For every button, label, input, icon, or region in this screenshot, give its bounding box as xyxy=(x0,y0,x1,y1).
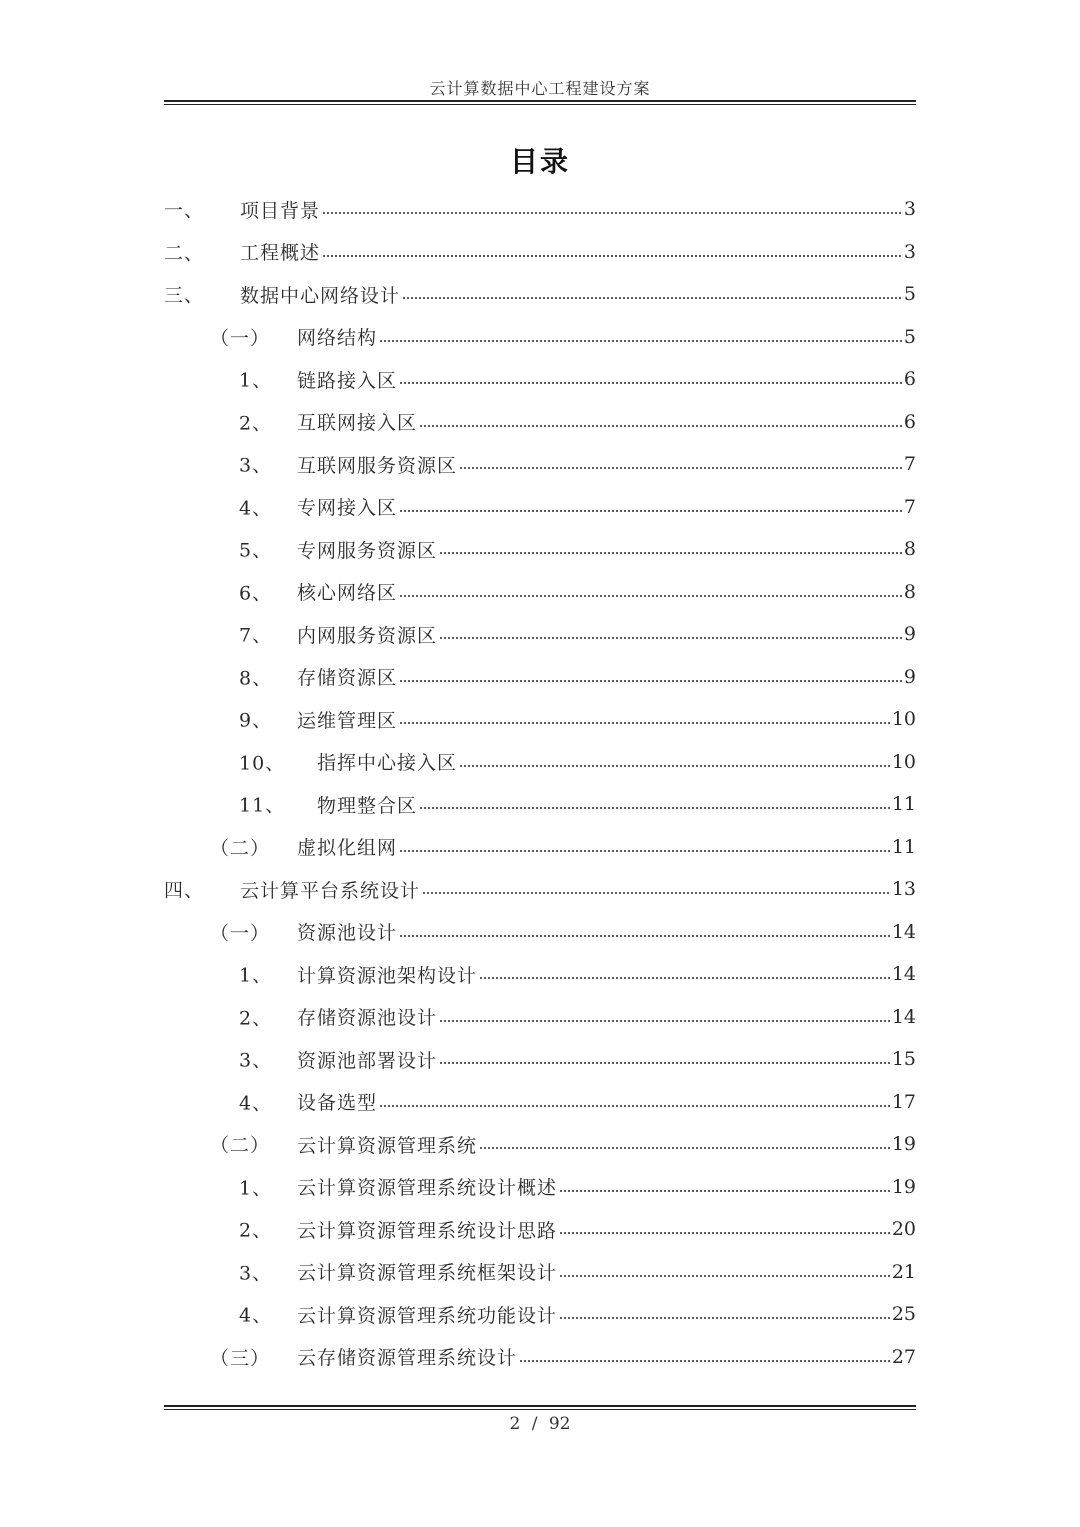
toc-entry-number: 1、 xyxy=(239,964,273,987)
toc-dot-leader xyxy=(439,552,902,554)
toc-dot-leader xyxy=(399,680,902,682)
toc-entry-title: 计算资源池架构设计 xyxy=(297,964,478,987)
toc-entry-body xyxy=(297,1337,916,1377)
toc-dot-leader xyxy=(379,1105,890,1107)
toc-dot-leader xyxy=(479,977,890,979)
toc-entry-number: 2、 xyxy=(239,412,273,434)
toc-entry-number: 一、 xyxy=(164,199,205,222)
toc-entry-number: （二） xyxy=(210,837,271,859)
toc-entry-title: 虚拟化组网 xyxy=(297,837,398,859)
toc-entry-number: 二、 xyxy=(164,242,205,264)
toc-entry-title: 云计算资源管理系统框架设计 xyxy=(297,1262,558,1284)
toc-entry-page: 6 xyxy=(903,368,916,390)
toc-entry-title: 内网服务资源区 xyxy=(297,624,438,647)
toc-dot-leader xyxy=(399,722,890,724)
toc-entry-page: 27 xyxy=(891,1345,916,1368)
toc-entry[interactable] xyxy=(164,1039,916,1079)
toc-dot-leader xyxy=(399,850,890,852)
toc-entry-number: 2、 xyxy=(239,1007,273,1029)
toc-entry-body xyxy=(297,614,916,654)
toc-dot-leader xyxy=(459,467,902,469)
toc-entry-body xyxy=(297,572,916,612)
toc-dot-leader xyxy=(419,807,890,809)
toc-entry-body xyxy=(240,274,916,314)
toc-entry-body xyxy=(297,1082,916,1122)
toc-entry-body xyxy=(297,1167,916,1207)
toc-entry-body xyxy=(297,1124,916,1164)
toc-entry-title: 数据中心网络设计 xyxy=(240,284,401,307)
toc-entry-page: 19 xyxy=(891,1175,916,1198)
toc-entry-number: 7、 xyxy=(239,624,273,647)
toc-entry-title: 物理整合区 xyxy=(317,794,418,817)
toc-entry-body xyxy=(297,1039,916,1079)
toc-entry-body xyxy=(297,699,916,739)
toc-entry-title: 互联网接入区 xyxy=(297,412,418,434)
toc-entry-title: 运维管理区 xyxy=(297,709,398,732)
toc-entry-page: 17 xyxy=(891,1090,916,1113)
toc-entry[interactable] xyxy=(164,274,916,314)
toc-entry-page: 9 xyxy=(903,623,916,645)
toc-entry[interactable] xyxy=(164,784,916,824)
toc-entry[interactable] xyxy=(164,1294,916,1334)
toc-dot-leader xyxy=(559,1232,890,1234)
toc-dot-leader xyxy=(559,1190,890,1192)
toc-entry[interactable] xyxy=(164,657,916,697)
toc-entry-page: 10 xyxy=(891,708,916,730)
toc-entry-number: 6、 xyxy=(239,582,273,604)
toc-dot-leader xyxy=(479,1147,890,1149)
toc-entry-title: 云计算资源管理系统 xyxy=(297,1134,478,1157)
toc-entry-page: 19 xyxy=(891,1133,916,1155)
toc-dot-leader xyxy=(559,1317,890,1319)
toc-entry[interactable] xyxy=(164,444,916,484)
toc-entry-page: 7 xyxy=(903,453,916,475)
toc-entry-title: 云计算资源管理系统设计思路 xyxy=(297,1219,558,1242)
toc-entry[interactable] xyxy=(164,232,916,272)
toc-entry[interactable] xyxy=(164,1082,916,1122)
toc-entry[interactable] xyxy=(164,1167,916,1207)
toc-entry-page: 14 xyxy=(891,1005,916,1028)
header-rule xyxy=(164,100,916,105)
toc-entry[interactable] xyxy=(164,317,916,357)
toc-dot-leader xyxy=(399,935,890,937)
toc-entry-page: 9 xyxy=(903,665,916,688)
toc-entry-body xyxy=(297,317,916,357)
toc-entry-title: 资源池设计 xyxy=(297,922,398,944)
toc-entry-title: 工程概述 xyxy=(240,242,321,264)
toc-entry-title: 网络结构 xyxy=(297,327,378,349)
toc-entry-page: 11 xyxy=(891,793,916,815)
toc-entry-body xyxy=(317,742,916,782)
toc-dot-leader xyxy=(399,595,902,597)
toc-entry-number: （二） xyxy=(210,1134,271,1157)
toc-dot-leader xyxy=(399,510,902,512)
toc-entry-body xyxy=(297,1252,916,1292)
toc-entry-number: 2、 xyxy=(239,1219,273,1242)
page-number: 2 / 92 xyxy=(509,1414,571,1434)
toc-dot-leader xyxy=(419,425,902,427)
toc-entry-number: 3、 xyxy=(239,454,273,477)
toc-dot-leader xyxy=(439,1020,890,1022)
toc-entry-page: 6 xyxy=(903,410,916,433)
toc-entry-body xyxy=(297,487,916,527)
toc-entry[interactable] xyxy=(164,1252,916,1292)
toc-entry-body xyxy=(297,1209,916,1249)
toc-entry[interactable] xyxy=(164,912,916,952)
toc-entry-page: 15 xyxy=(891,1048,916,1070)
toc-entry[interactable] xyxy=(164,1124,916,1164)
toc-entry-page: 25 xyxy=(891,1303,916,1325)
toc-entry-number: 8、 xyxy=(239,667,273,689)
toc-entry[interactable] xyxy=(164,699,916,739)
toc-entry[interactable] xyxy=(164,487,916,527)
toc-entry-page: 5 xyxy=(903,283,916,305)
toc-entry-page: 21 xyxy=(891,1260,916,1283)
toc-entry-body xyxy=(317,784,916,824)
toc-entry-page: 20 xyxy=(891,1218,916,1240)
toc-dot-leader xyxy=(322,212,902,214)
toc-entry-page: 3 xyxy=(903,240,916,263)
toc-entry-body xyxy=(297,912,916,952)
toc-entry-title: 专网服务资源区 xyxy=(297,539,438,562)
toc-entry-page: 7 xyxy=(903,495,916,518)
toc-entry-body xyxy=(297,954,916,994)
toc-dot-leader xyxy=(379,340,902,342)
toc-entry-title: 设备选型 xyxy=(297,1092,378,1114)
toc-entry-page: 3 xyxy=(903,198,916,220)
toc-entry-page: 5 xyxy=(903,325,916,348)
toc-entry-number: （一） xyxy=(210,922,271,944)
toc-entry-body xyxy=(297,997,916,1037)
toc-entry[interactable] xyxy=(164,997,916,1037)
toc-entry-body xyxy=(240,869,916,909)
toc-entry-number: 5、 xyxy=(239,539,273,562)
toc-entry-number: （一） xyxy=(210,327,271,349)
toc-entry-title: 存储资源池设计 xyxy=(297,1007,438,1029)
toc-entry-number: 四、 xyxy=(164,879,205,902)
toc-entry-number: 1、 xyxy=(239,369,273,392)
toc-entry-page: 8 xyxy=(903,538,916,560)
toc-entry-title: 项目背景 xyxy=(240,199,321,222)
toc-entry-number: 3、 xyxy=(239,1262,273,1284)
toc-entry-body xyxy=(240,189,916,229)
toc-entry-title: 链路接入区 xyxy=(297,369,398,392)
toc-entry-body xyxy=(297,827,916,867)
toc-entry-title: 核心网络区 xyxy=(297,582,398,604)
toc-entry[interactable] xyxy=(164,189,916,229)
footer-rule xyxy=(164,1405,916,1410)
toc-entry-number: 3、 xyxy=(239,1049,273,1072)
toc-entry-title: 资源池部署设计 xyxy=(297,1049,438,1072)
toc-entry-page: 8 xyxy=(903,580,916,603)
toc-dot-leader xyxy=(519,1360,890,1362)
toc-entry-number: 三、 xyxy=(164,284,205,307)
toc-entry[interactable] xyxy=(164,402,916,442)
toc-entry-title: 云计算平台系统设计 xyxy=(240,879,421,902)
toc-entry-number: 10、 xyxy=(239,752,286,774)
toc-title: 目录 xyxy=(509,145,570,178)
toc-entry-body xyxy=(297,444,916,484)
toc-entry-page: 10 xyxy=(891,750,916,773)
toc-entry-body xyxy=(297,402,916,442)
toc-entry-number: 4、 xyxy=(239,1304,273,1327)
toc-dot-leader xyxy=(439,637,902,639)
toc-entry[interactable] xyxy=(164,1337,916,1377)
toc-dot-leader xyxy=(322,255,902,257)
toc-entry[interactable] xyxy=(164,572,916,612)
toc-entry[interactable] xyxy=(164,1209,916,1249)
toc-entry[interactable] xyxy=(164,614,916,654)
toc-entry-title: 云计算资源管理系统设计概述 xyxy=(297,1177,558,1199)
toc-dot-leader xyxy=(459,765,890,767)
toc-entry-page: 11 xyxy=(891,835,916,858)
toc-entry[interactable] xyxy=(164,529,916,569)
toc-entry-body xyxy=(297,359,916,399)
toc-entry-body xyxy=(240,232,916,272)
toc-entry-title: 互联网服务资源区 xyxy=(297,454,458,477)
toc-entry-number: （三） xyxy=(210,1347,271,1369)
toc-entry[interactable] xyxy=(164,742,916,782)
toc-entry[interactable] xyxy=(164,869,916,909)
toc-entry-page: 14 xyxy=(891,963,916,985)
toc-entry-number: 9、 xyxy=(239,709,273,732)
toc-entry[interactable] xyxy=(164,954,916,994)
toc-entry-number: 11、 xyxy=(239,794,286,817)
toc-entry-number: 1、 xyxy=(239,1177,273,1199)
toc-entry-title: 存储资源区 xyxy=(297,667,398,689)
toc-entry-number: 4、 xyxy=(239,497,273,519)
running-header: 云计算数据中心工程建设方案 xyxy=(429,79,651,98)
toc-dot-leader xyxy=(422,892,890,894)
toc-entry[interactable] xyxy=(164,359,916,399)
toc-entry-title: 专网接入区 xyxy=(297,497,398,519)
toc-entry-body xyxy=(297,529,916,569)
toc-entry-title: 云计算资源管理系统功能设计 xyxy=(297,1304,558,1327)
toc-entry-page: 13 xyxy=(891,878,916,900)
toc-entry-page: 14 xyxy=(891,920,916,943)
toc-dot-leader xyxy=(559,1275,890,1277)
toc-entry-body xyxy=(297,1294,916,1334)
toc-entry-body xyxy=(297,657,916,697)
toc-dot-leader xyxy=(399,382,902,384)
toc-entry-title: 云存储资源管理系统设计 xyxy=(297,1347,518,1369)
toc-dot-leader xyxy=(402,297,902,299)
toc-entry-title: 指挥中心接入区 xyxy=(317,752,458,774)
toc-entry-number: 4、 xyxy=(239,1092,273,1114)
toc-entry[interactable] xyxy=(164,827,916,867)
toc-dot-leader xyxy=(439,1062,890,1064)
